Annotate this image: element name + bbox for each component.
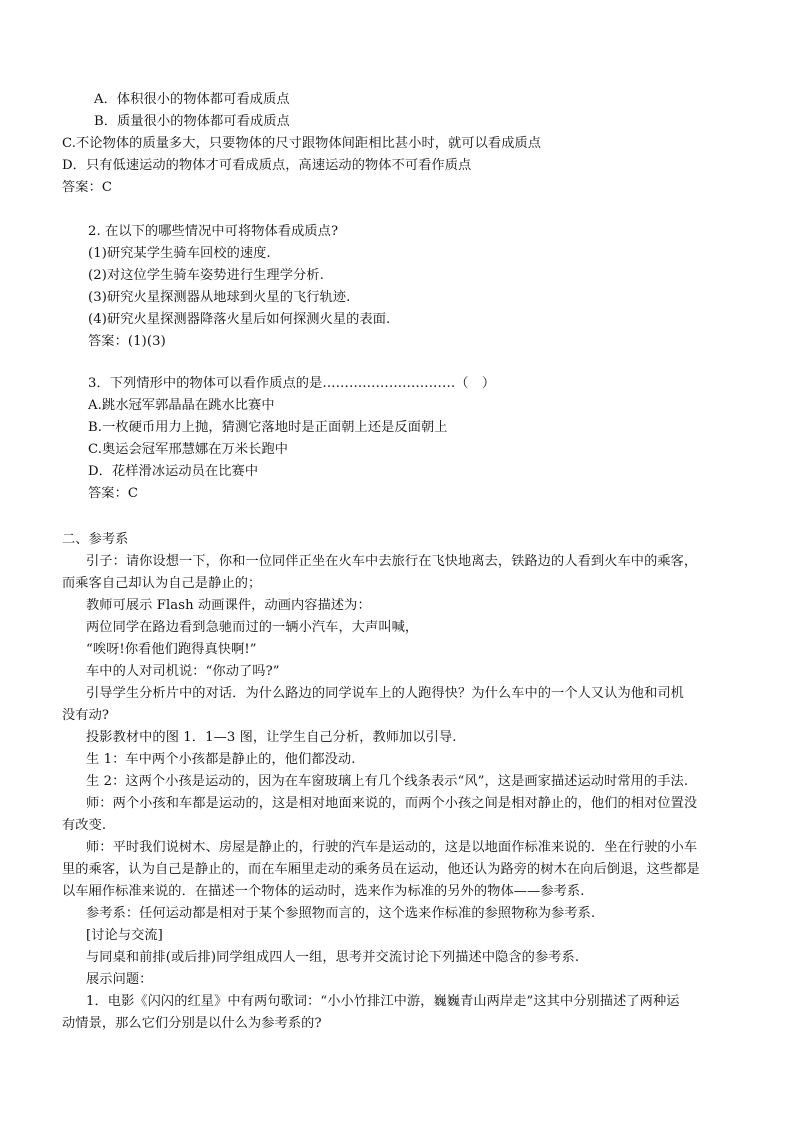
paragraph-line: 没有动? <box>62 708 110 723</box>
q3-option-d: D．花样滑冰运动员在比赛中 <box>88 464 259 479</box>
paragraph-line: 1．电影《闪闪的红星》中有两句歌词：“小小竹排江中游，巍巍青山两岸走”这其中分别描述了两种运 <box>86 994 680 1009</box>
q2-stem: 2. 在以下的哪些情况中可将物体看成质点? <box>88 224 339 239</box>
q2-answer: 答案：(1)(3) <box>88 334 166 349</box>
paragraph-line: 教师可展示 Flash 动画课件，动画内容描述为： <box>86 598 371 613</box>
q2-item-4: (4)研究火星探测器降落火星后如何探测火星的表面. <box>88 312 391 327</box>
paragraph-line: 师：两个小孩和车都是运动的，这是相对地面来说的，而两个小孩之间是相对静止的，他们的相对位置没 <box>86 796 698 811</box>
paragraph-line: 而乘客自己却认为自己是静止的； <box>62 576 262 591</box>
q3-option-c: C.奥运会冠军邢慧娜在万米长跑中 <box>88 442 289 457</box>
paragraph-line: 生 2：这两个小孩是运动的，因为在车窗玻璃上有几个线条表示“风”，这是画家描述运动时常用的手法. <box>86 774 689 789</box>
paragraph-line: 师：平时我们说树木、房屋是静止的，行驶的汽车是运动的，这是以地面作标准来说的．坐在行驶的小车 <box>86 840 698 855</box>
paragraph-line: 引导学生分析片中的对话．为什么路边的同学说车上的人跑得快？为什么车中的一个人又认为他和司机 <box>86 686 684 701</box>
paragraph-line: 引子：请你设想一下，你和一位同伴正坐在火车中去旅行在飞快地离去，铁路边的人看到火车中的乘客， <box>86 554 698 569</box>
q1-option-b: B．质量很小的物体都可看成质点 <box>94 114 290 129</box>
paragraph-line: [讨论与交流] <box>86 928 163 943</box>
paragraph-line: 投影教材中的图 1．1—3 图，让学生自己分析，教师加以引导. <box>86 730 457 745</box>
q3-option-b: B.一枚硬币用力上抛，猜测它落地时是正面朝上还是反面朝上 <box>88 420 448 435</box>
q1-option-d: D．只有低速运动的物体才可看成质点，高速运动的物体不可看作质点 <box>62 158 472 173</box>
q1-option-a: A．体积很小的物体都可看成质点 <box>94 92 290 107</box>
q3-option-a: A.跳水冠军郭晶晶在跳水比赛中 <box>88 398 275 413</box>
q1-option-c: C.不论物体的质量多大，只要物体的尺寸跟物体间距相比甚小时，就可以看成质点 <box>62 136 542 151</box>
paragraph-line: 动情景，那么它们分别是以什么为参考系的? <box>62 1016 322 1031</box>
paragraph-line: 参考系：任何运动都是相对于某个参照物而言的，这个选来作标准的参照物称为参考系. <box>86 906 596 921</box>
q2-item-1: (1)研究某学生骑车回校的速度. <box>88 246 271 261</box>
paragraph-line: 有改变. <box>62 818 107 833</box>
q1-answer: 答案：C <box>62 180 113 195</box>
paragraph-line: 以车厢作标准来说的．在描述一个物体的运动时，选来作为标准的另外的物体——参考系. <box>62 884 585 899</box>
paragraph-line: 两位同学在路边看到急驰而过的一辆小汽车，大声叫喊， <box>86 620 419 635</box>
paragraph-line: 车中的人对司机说：“你动了吗?” <box>86 664 280 679</box>
section-heading: 二、参考系 <box>62 532 129 547</box>
paragraph-line: 展示问题： <box>86 972 153 987</box>
q2-item-2: (2)对这位学生骑车姿势进行生理学分析. <box>88 268 324 283</box>
paragraph-line: 与同桌和前排(或后排)同学组成四人一组，思考并交流讨论下列描述中隐含的参考系. <box>86 950 580 965</box>
paragraph-line: 里的乘客，认为自己是静止的，而在车厢里走动的乘务员在运动，他还认为路旁的树木在向后倒退，这些都是 <box>62 862 700 877</box>
paragraph-line: 生 1：车中两个小孩都是静止的，他们都没动. <box>86 752 356 767</box>
q3-stem: 3．下列情形中的物体可以看作质点的是…………………………（ ） <box>88 376 496 391</box>
paragraph-line: “唉呀!你看他们跑得真快啊!” <box>86 642 257 657</box>
q3-answer: 答案：C <box>88 486 139 501</box>
q2-item-3: (3)研究火星探测器从地球到火星的飞行轨迹. <box>88 290 351 305</box>
